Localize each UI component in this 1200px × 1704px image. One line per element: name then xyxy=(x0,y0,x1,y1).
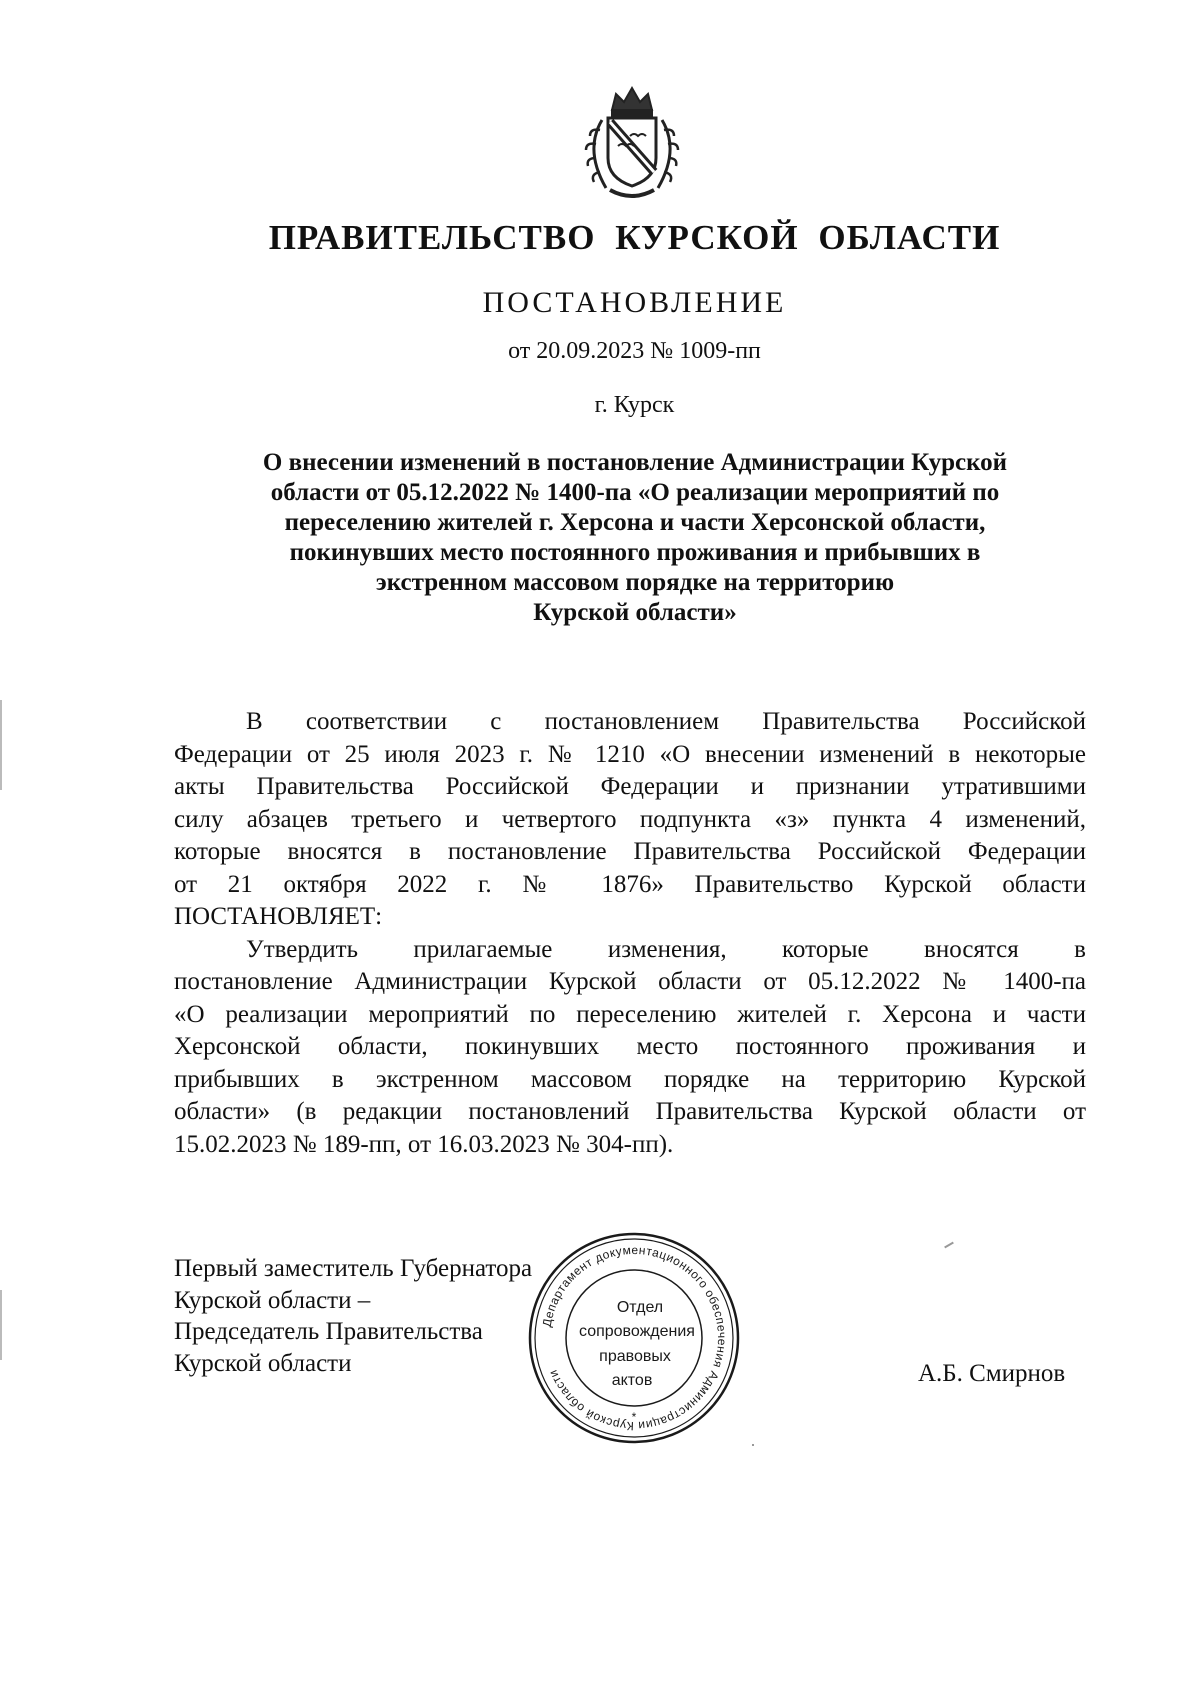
subject-line: Курской области» xyxy=(533,599,737,626)
stamp-center-line: сопровождения xyxy=(579,1323,695,1340)
signatory-position xyxy=(174,1253,532,1379)
scan-margin-mark xyxy=(0,700,2,790)
stamp-center-line: правовых xyxy=(599,1348,671,1365)
body-line: ПОСТАНОВЛЯЕТ: xyxy=(174,903,383,930)
scan-margin-mark xyxy=(0,1290,2,1360)
document-subject xyxy=(170,448,1100,628)
official-stamp xyxy=(524,1228,744,1448)
body-line: которые вносятся в постановление Правительства Российской Федерации xyxy=(174,838,1086,865)
body-line: Утвердить прилагаемые изменения, которые вносятся в xyxy=(246,935,1086,963)
scan-speck xyxy=(944,1242,954,1249)
body-line: 15.02.2023 № 189-пп, от 16.03.2023 № 304-пп). xyxy=(174,1130,674,1158)
body-line: «О реализации мероприятий по переселению жителей г. Херсона и части xyxy=(174,1000,1086,1028)
body-line: постановление Администрации Курской области от 05.12.2022 № 1400-па xyxy=(174,968,1086,995)
signatory-line: Первый заместитель Губернатора xyxy=(174,1255,533,1282)
body-line: прибывших в экстренном массовом порядке на территорию Курской xyxy=(174,1065,1086,1093)
signatory-line: Председатель Правительства xyxy=(174,1318,483,1345)
scan-speck xyxy=(752,1444,754,1446)
signatory-line: Курской области xyxy=(174,1349,352,1377)
document-body xyxy=(174,706,1086,1161)
body-line: акты Правительства Российской Федерации и признании утратившими xyxy=(174,773,1086,800)
stamp-ring-text: Департамент документационного обеспечения Администрации Курской области xyxy=(539,1242,730,1434)
stamp-center-line: актов xyxy=(611,1372,653,1389)
body-line: Федерации от 25 июля 2023 г. № 1210 «О внесении изменений в некоторые xyxy=(174,740,1086,768)
coat-of-arms-emblem xyxy=(566,80,698,204)
subject-line: переселению жителей г. Херсона и части Херсонской области, xyxy=(284,509,986,536)
subject-line: экстренном массовом порядке на территорию xyxy=(375,569,895,596)
body-line: Херсонской области, покинувших место постоянного проживания и xyxy=(174,1033,1086,1060)
signatory-name: А.Б. Смирнов xyxy=(918,1360,1066,1387)
body-line: области» (в редакции постановлений Правительства Курской области от xyxy=(174,1098,1086,1125)
body-line: от 21 октября 2022 г. № 1876» Правительство Курской области xyxy=(174,870,1086,898)
government-title: ПРАВИТЕЛЬСТВО КУРСКОЙ ОБЛАСТИ xyxy=(268,218,1001,257)
stamp-star: * xyxy=(631,1410,637,1424)
subject-line: О внесении изменений в постановление Администрации Курской xyxy=(262,449,1008,476)
subject-line: покинувших место постоянного проживания и прибывших в xyxy=(289,539,981,566)
body-line: силу абзацев третьего и четвертого подпункта «з» пункта 4 изменений, xyxy=(174,805,1086,833)
body-line: В соответствии с постановлением Правительства Российской xyxy=(246,708,1086,735)
subject-line: области от 05.12.2022 № 1400-па «О реализации мероприятий по xyxy=(270,479,1000,506)
document-type: ПОСТАНОВЛЕНИЕ xyxy=(482,286,787,319)
document-city: г. Курск xyxy=(594,392,675,418)
signatory-line: Курской области – xyxy=(174,1286,371,1314)
document-number: от 20.09.2023 № 1009-пп xyxy=(508,338,761,364)
stamp-center-line: Отдел xyxy=(616,1299,664,1316)
